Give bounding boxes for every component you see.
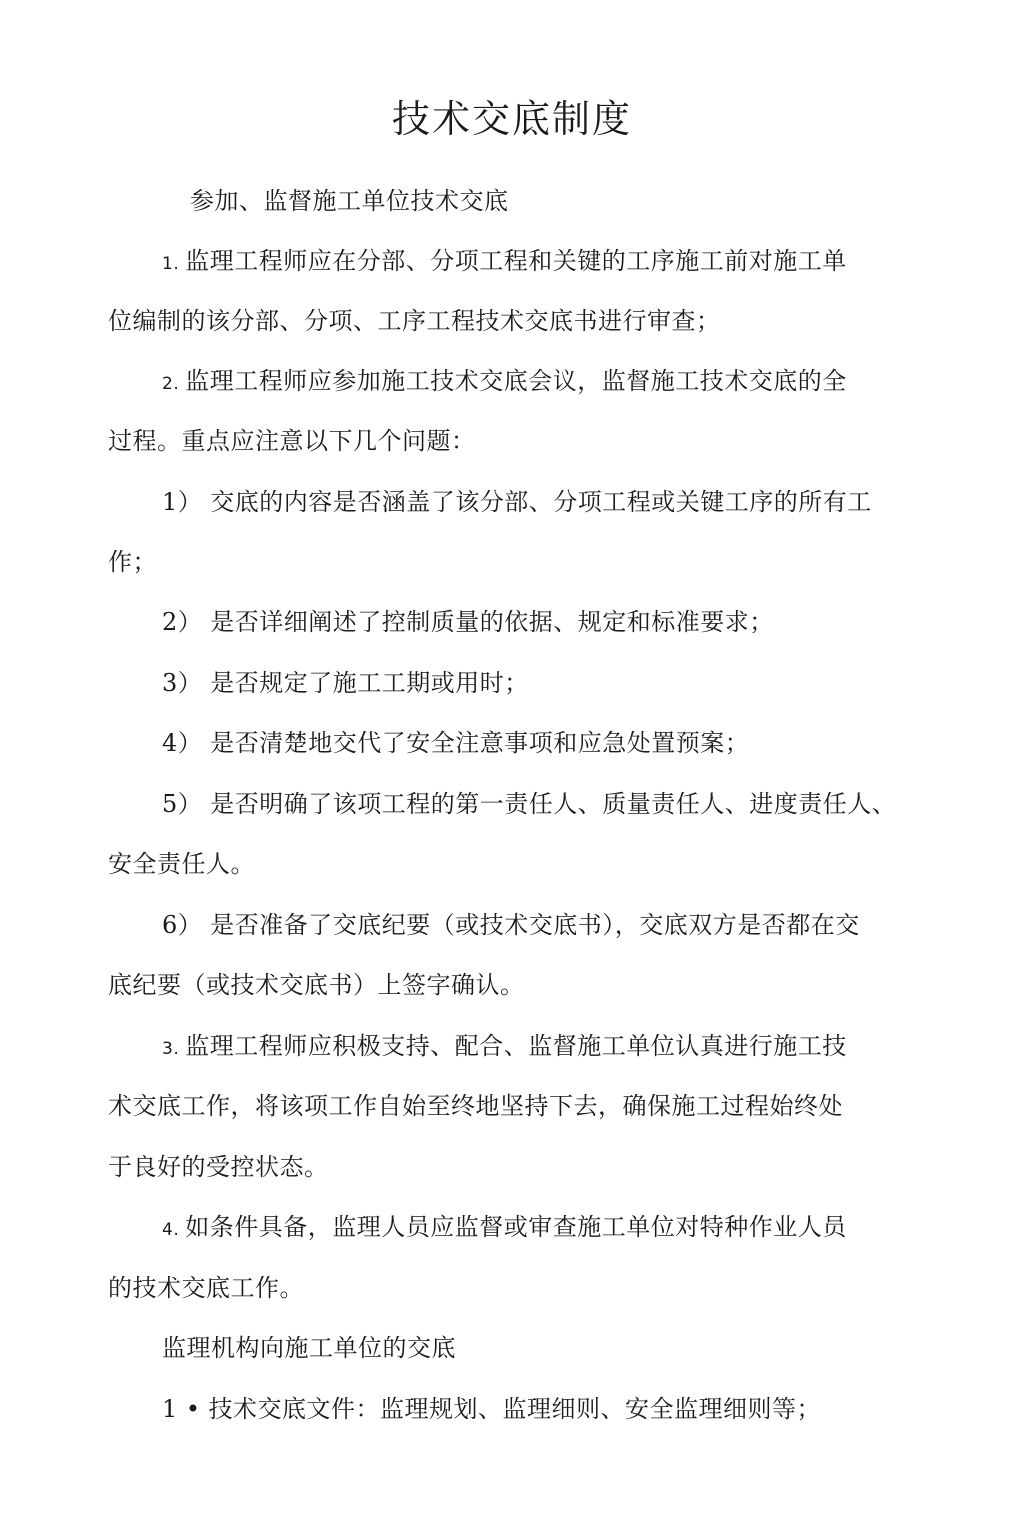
section-heading-2: 监理机构向施工单位的交底 bbox=[162, 1334, 456, 1362]
sub-2-text-1: 是否详细阐述了控制质量的依据、规定和标准要求； bbox=[210, 608, 774, 636]
document-title: 技术交底制度 bbox=[391, 97, 632, 141]
item-2-line-1 bbox=[162, 364, 847, 401]
item-1-line-2: 位编制的该分部、分项、工序工程技术交底书进行审查； bbox=[108, 307, 721, 335]
sub-4-number: 4） bbox=[162, 729, 203, 757]
sub-1-line-1 bbox=[162, 485, 872, 519]
item-3-line-1 bbox=[162, 1029, 847, 1066]
item-4-line-1 bbox=[162, 1210, 847, 1247]
section-heading-1: 参加、监督施工单位技术交底 bbox=[190, 187, 509, 215]
item-5-text-1: 技术交底文件：监理规划、监理细则、安全监理细则等； bbox=[208, 1395, 822, 1423]
sub-5-text-1: 是否明确了该项工程的第一责任人、质量责任人、进度责任人、 bbox=[210, 790, 897, 818]
sub-4-text-1: 是否清楚地交代了安全注意事项和应急处置预案； bbox=[210, 729, 750, 757]
sub-6-number: 6） bbox=[162, 911, 203, 939]
sub-3-line-1 bbox=[162, 666, 529, 700]
sub-6-line-2: 底纪要（或技术交底书）上签字确认。 bbox=[108, 971, 525, 999]
sub-3-text-1: 是否规定了施工工期或用时； bbox=[210, 669, 529, 697]
item-5-line-1 bbox=[162, 1392, 821, 1426]
item-1-number: 1. bbox=[162, 254, 180, 274]
item-4-line-2: 的技术交底工作。 bbox=[108, 1274, 304, 1302]
item-1-text-1: 监理工程师应在分部、分项工程和关键的工序施工前对施工单 bbox=[185, 247, 847, 275]
sub-2-line-1 bbox=[162, 605, 774, 639]
sub-5-number: 5） bbox=[162, 790, 203, 818]
sub-1-text-1: 交底的内容是否涵盖了该分部、分项工程或关键工序的所有工 bbox=[210, 488, 872, 516]
sub-6-line-1 bbox=[162, 908, 860, 942]
sub-2-number: 2） bbox=[162, 608, 203, 636]
sub-4-line-1 bbox=[162, 726, 749, 760]
sub-1-number: 1） bbox=[162, 488, 203, 516]
item-3-line-3: 于良好的受控状态。 bbox=[108, 1153, 329, 1181]
item-3-text-1: 监理工程师应积极支持、配合、监督施工单位认真进行施工技 bbox=[185, 1032, 847, 1060]
item-3-number: 3. bbox=[162, 1039, 180, 1059]
item-2-text-1: 监理工程师应参加施工技术交底会议，监督施工技术交底的全 bbox=[185, 367, 847, 395]
item-5-number: 1 • bbox=[162, 1395, 201, 1423]
sub-5-line-2: 安全责任人。 bbox=[108, 850, 255, 878]
item-1-line-1 bbox=[162, 244, 847, 281]
item-2-line-2: 过程。重点应注意以下几个问题： bbox=[108, 427, 476, 455]
item-4-number: 4. bbox=[162, 1220, 180, 1240]
item-3-line-2: 术交底工作，将该项工作自始至终地坚持下去，确保施工过程始终处 bbox=[108, 1092, 843, 1120]
sub-5-line-1 bbox=[162, 787, 896, 821]
sub-6-text-1: 是否准备了交底纪要（或技术交底书），交底双方是否都在交 bbox=[210, 911, 860, 939]
item-2-number: 2. bbox=[162, 374, 180, 394]
sub-1-line-2: 作； bbox=[108, 548, 157, 576]
sub-3-number: 3） bbox=[162, 669, 203, 697]
item-4-text-1: 如条件具备，监理人员应监督或审查施工单位对特种作业人员 bbox=[185, 1213, 847, 1241]
